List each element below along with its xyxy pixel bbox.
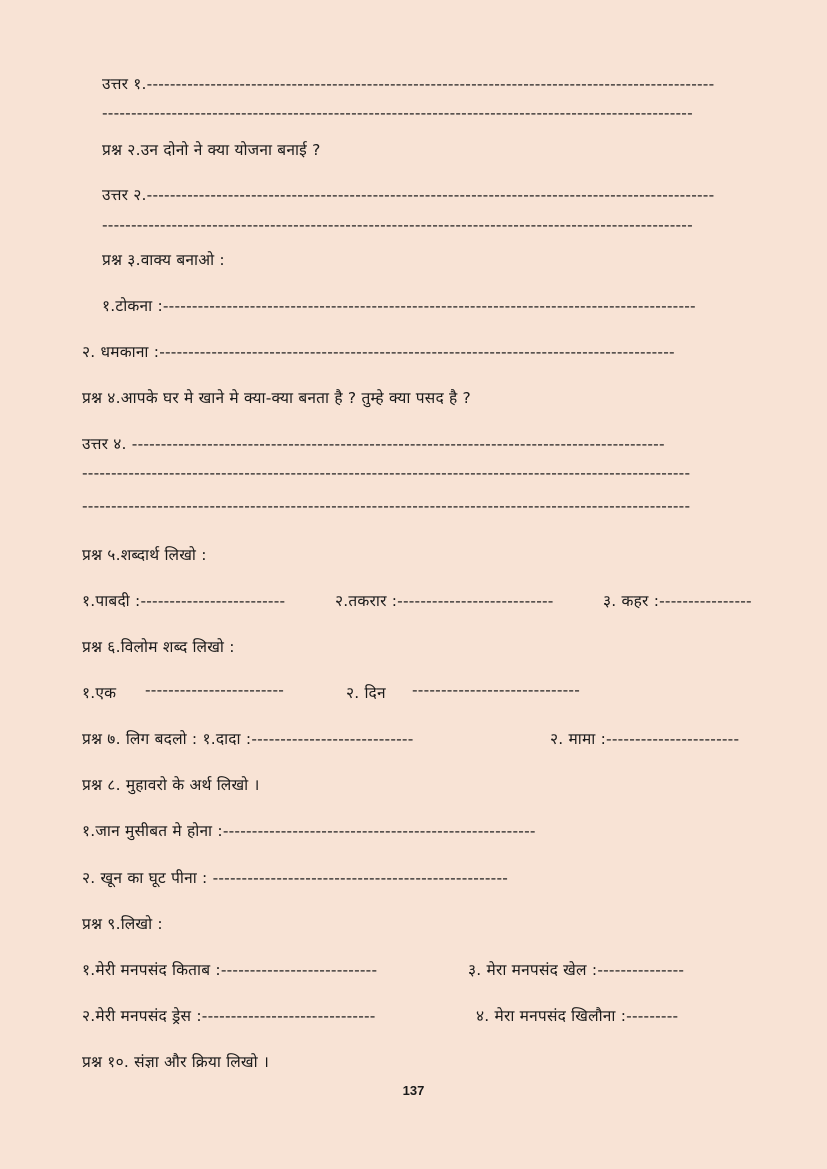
q9-item-4: [476, 1004, 678, 1026]
question-7-blank-2: -----------------------: [606, 730, 740, 748]
q9-item-2-blank: ------------------------------: [201, 1007, 376, 1025]
answer-2-blank-line: ------------------------------------------------------------------------------------------------------: [102, 216, 693, 234]
answer-2-label: उत्तर २.: [102, 186, 147, 204]
question-2: प्रश्न २.उन दोनो ने क्या योजना बनाई ?: [102, 141, 321, 159]
q8-item-2-label: २. खून का घूट पीना :: [82, 869, 213, 887]
q5-item-1-label: १.पाबदी :: [82, 592, 141, 610]
q9-item-2-label: २.मेरी मनपसंद ड्रेस :: [82, 1007, 202, 1025]
question-8: प्रश्न ८. मुहावरो के अर्थ लिखो ।: [82, 776, 260, 794]
answer-1-label: उत्तर १.: [102, 75, 147, 93]
q8-item-2: [82, 866, 508, 888]
q9-item-2: [82, 1004, 376, 1026]
answer-1-blank-line: ------------------------------------------------------------------------------------------------------: [102, 104, 693, 122]
question-7-item-2: [550, 727, 739, 749]
q9-item-3-blank: ---------------: [597, 961, 685, 979]
question-4: प्रश्न ४.आपके घर मे खाने मे क्या-क्या बनता है ? तुम्हे क्या पसद है ?: [82, 389, 471, 407]
q8-item-1-blank: ------------------------------------------------------: [222, 822, 536, 840]
answer-1-line-1: [102, 72, 714, 94]
answer-4-label: उत्तर ४.: [82, 435, 132, 453]
q5-item-2: [335, 589, 554, 611]
q3-item-1-label: १.टोकना :: [102, 297, 163, 315]
question-7-label: प्रश्न ७. लिग बदलो : १.दादा :: [82, 730, 252, 748]
q9-item-1-blank: ---------------------------: [220, 961, 378, 979]
q9-item-1-label: १.मेरी मनपसंद किताब :: [82, 961, 221, 979]
answer-4-blank-line-3: ---------------------------------------------------------------------------------------------------------: [82, 497, 691, 515]
q9-item-4-label: ४. मेरा मनपसंद खिलौना :: [476, 1007, 627, 1025]
answer-2-blank: --------------------------------------------------------------------------------------------------: [146, 186, 715, 204]
q6-item-1: [82, 681, 116, 703]
q3-item-1-blank: --------------------------------------------------------------------------------------------: [162, 297, 696, 315]
q5-item-1-blank: -------------------------: [140, 592, 286, 610]
q6-item-2-blank: -----------------------------: [412, 681, 580, 699]
answer-1-blank: --------------------------------------------------------------------------------------------------: [146, 75, 715, 93]
q5-item-2-label: २.तकरार :: [335, 592, 398, 610]
question-5: प्रश्न ५.शब्दार्थ लिखो :: [82, 546, 207, 564]
answer-2-line-1: [102, 183, 714, 205]
answer-4-blank: --------------------------------------------------------------------------------------------: [131, 435, 665, 453]
q6-item-2-label: २. दिन: [346, 684, 386, 702]
question-7-item-2-label: २. मामा :: [550, 730, 607, 748]
q3-item-2-blank: -----------------------------------------------------------------------------------------: [159, 343, 675, 361]
question-6: प्रश्न ६.विलोम शब्द लिखो :: [82, 638, 235, 656]
q8-item-1-label: १.जान मुसीबत मे होना :: [82, 822, 223, 840]
q5-item-3-label: ३. कहर :: [603, 592, 660, 610]
question-3: प्रश्न ३.वाक्य बनाओ :: [102, 251, 225, 269]
q6-item-1-label: १.एक: [82, 684, 117, 702]
question-7: [82, 727, 414, 749]
q5-items-row: [82, 589, 285, 611]
q3-item-2-label: २. धमकाना :: [82, 343, 160, 361]
q5-item-2-blank: ---------------------------: [397, 592, 554, 610]
q5-item-3-blank: ----------------: [659, 592, 752, 610]
q8-item-1: [82, 819, 536, 841]
answer-4-line-1: [82, 432, 665, 454]
answer-4-blank-line-2: ---------------------------------------------------------------------------------------------------------: [82, 464, 691, 482]
q8-item-2-blank: ---------------------------------------------------: [212, 869, 509, 887]
q5-item-3: [603, 589, 752, 611]
page-number: 137: [402, 1083, 425, 1098]
q9-item-4-blank: ---------: [626, 1007, 679, 1025]
question-7-blank-1: ----------------------------: [251, 730, 414, 748]
question-10: प्रश्न १०. संज्ञा और क्रिया लिखो ।: [82, 1053, 270, 1071]
question-9: प्रश्न ९.लिखो :: [82, 915, 163, 933]
q9-item-3-label: ३. मेरा मनपसंद खेल :: [468, 961, 598, 979]
q6-item-2: [346, 681, 386, 703]
q9-item-3: [468, 958, 684, 980]
q3-item-1: [102, 294, 696, 316]
q3-item-2: [82, 340, 675, 362]
q9-item-1: [82, 958, 377, 980]
q6-item-1-blank: ------------------------: [145, 681, 285, 699]
